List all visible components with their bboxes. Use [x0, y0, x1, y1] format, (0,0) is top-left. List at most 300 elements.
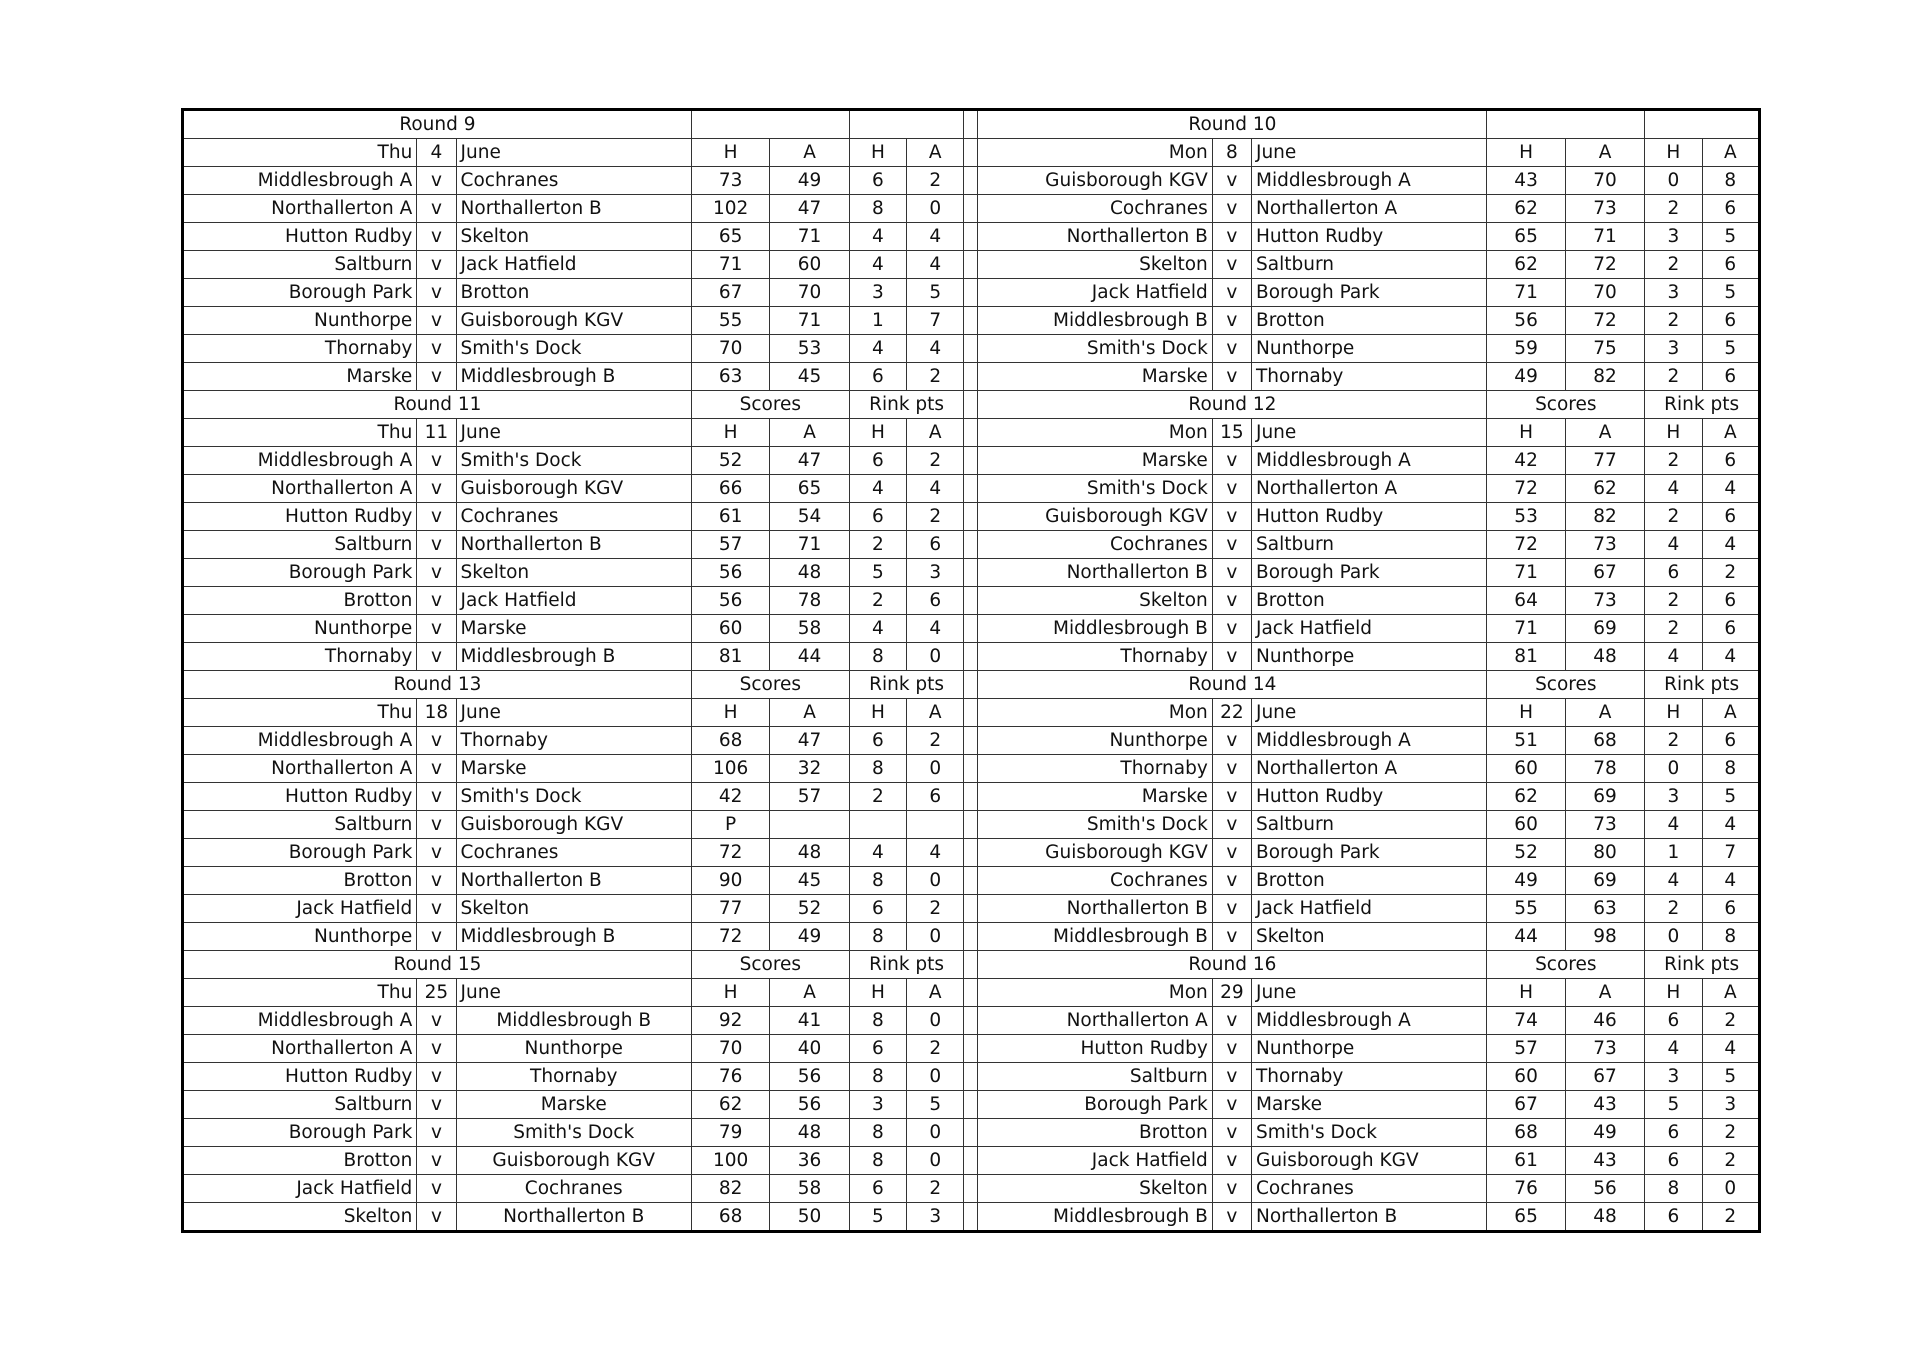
round-title: Round 16	[978, 951, 1487, 979]
home-score: 70	[691, 335, 769, 363]
away-rink-points: 2	[907, 447, 964, 475]
away-rink-points: 6	[907, 587, 964, 615]
away-rink-points: 6	[1702, 447, 1759, 475]
match-row	[183, 811, 1760, 839]
round-date: 22	[1212, 699, 1251, 727]
home-score: 60	[691, 615, 769, 643]
away-score: 73	[1565, 811, 1644, 839]
match-row	[183, 1175, 1760, 1203]
home-rink-points: 3	[1645, 1063, 1702, 1091]
scores-header: Scores	[1487, 391, 1645, 419]
away-score: 69	[1565, 615, 1644, 643]
rink-away-header: A	[907, 419, 964, 447]
home-team: Cochranes	[978, 195, 1212, 223]
away-rink-points: 0	[907, 923, 964, 951]
home-rink-points: 0	[1645, 755, 1702, 783]
match-row	[183, 867, 1760, 895]
score-home-header: H	[1487, 699, 1565, 727]
away-team: Guisborough KGV	[1252, 1147, 1487, 1175]
away-score: 50	[770, 1203, 849, 1232]
score-away-header: A	[1565, 139, 1644, 167]
away-rink-points: 4	[907, 615, 964, 643]
round-month: June	[456, 419, 691, 447]
home-team: Northallerton A	[183, 1035, 417, 1063]
home-score: 56	[1487, 307, 1565, 335]
home-score: P	[691, 811, 769, 839]
round-day: Thu	[183, 139, 417, 167]
round-title: Round 12	[978, 391, 1487, 419]
match-row	[183, 643, 1760, 671]
round-day: Mon	[978, 979, 1212, 1007]
match-row	[183, 1203, 1760, 1232]
away-team: Saltburn	[1252, 251, 1487, 279]
away-rink-points: 6	[1702, 895, 1759, 923]
home-team: Middlesbrough B	[978, 923, 1212, 951]
away-score: 70	[1565, 167, 1644, 195]
column-divider	[964, 503, 978, 531]
home-rink-points: 2	[1645, 895, 1702, 923]
round-header-row	[183, 671, 1760, 699]
home-team: Thornaby	[183, 335, 417, 363]
home-team: Cochranes	[978, 531, 1212, 559]
column-divider	[964, 587, 978, 615]
home-rink-points: 5	[849, 559, 906, 587]
versus-label: v	[417, 1035, 456, 1063]
away-team: Middlesbrough A	[1252, 1007, 1487, 1035]
home-rink-points: 4	[849, 475, 906, 503]
away-score: 48	[770, 1119, 849, 1147]
away-rink-points: 2	[1702, 1147, 1759, 1175]
away-rink-points: 4	[907, 475, 964, 503]
rink-home-header: H	[849, 139, 906, 167]
round-date: 25	[417, 979, 456, 1007]
home-rink-points: 2	[1645, 727, 1702, 755]
column-divider	[964, 110, 978, 139]
round-month: June	[456, 699, 691, 727]
rink-away-header: A	[907, 139, 964, 167]
away-rink-points: 6	[1702, 195, 1759, 223]
home-rink-points: 6	[849, 363, 906, 391]
away-rink-points: 2	[907, 1175, 964, 1203]
home-score: 62	[691, 1091, 769, 1119]
match-row	[183, 475, 1760, 503]
versus-label: v	[417, 643, 456, 671]
home-score: 62	[1487, 195, 1565, 223]
match-row	[183, 783, 1760, 811]
away-score: 70	[770, 279, 849, 307]
away-score	[770, 811, 849, 839]
home-team: Cochranes	[978, 867, 1212, 895]
away-rink-points: 0	[907, 1007, 964, 1035]
away-rink-points: 6	[1702, 363, 1759, 391]
away-score: 73	[1565, 587, 1644, 615]
home-score: 62	[1487, 783, 1565, 811]
column-divider	[964, 923, 978, 951]
away-team: Thornaby	[456, 1063, 691, 1091]
versus-label: v	[1212, 195, 1251, 223]
home-rink-points: 4	[849, 839, 906, 867]
home-score: 72	[691, 839, 769, 867]
home-rink-points: 2	[849, 587, 906, 615]
column-divider	[964, 363, 978, 391]
rink-points-header: Rink pts	[1645, 391, 1760, 419]
away-score: 48	[770, 839, 849, 867]
versus-label: v	[1212, 335, 1251, 363]
away-rink-points: 4	[907, 251, 964, 279]
home-team: Marske	[978, 783, 1212, 811]
match-row	[183, 587, 1760, 615]
home-score: 60	[1487, 755, 1565, 783]
away-score: 56	[770, 1063, 849, 1091]
away-rink-points: 2	[907, 1035, 964, 1063]
match-row	[183, 307, 1760, 335]
home-score: 65	[1487, 1203, 1565, 1232]
away-team: Middlesbrough A	[1252, 447, 1487, 475]
home-score: 68	[691, 727, 769, 755]
versus-label: v	[417, 279, 456, 307]
away-score: 47	[770, 195, 849, 223]
away-team: Skelton	[456, 559, 691, 587]
home-score: 66	[691, 475, 769, 503]
round-date-row	[183, 139, 1760, 167]
home-team: Nunthorpe	[183, 923, 417, 951]
home-team: Northallerton A	[183, 195, 417, 223]
versus-label: v	[417, 475, 456, 503]
round-month: June	[456, 979, 691, 1007]
home-score: 65	[1487, 223, 1565, 251]
away-rink-points: 6	[1702, 727, 1759, 755]
match-row	[183, 1119, 1760, 1147]
home-score: 60	[1487, 811, 1565, 839]
away-team: Borough Park	[1252, 839, 1487, 867]
round-date-row	[183, 979, 1760, 1007]
away-rink-points: 0	[907, 643, 964, 671]
round-day: Thu	[183, 699, 417, 727]
versus-label: v	[417, 195, 456, 223]
away-score: 45	[770, 363, 849, 391]
home-score: 68	[691, 1203, 769, 1232]
column-divider	[964, 671, 978, 699]
home-team: Marske	[978, 447, 1212, 475]
away-team: Jack Hatfield	[1252, 895, 1487, 923]
versus-label: v	[1212, 923, 1251, 951]
match-row	[183, 1091, 1760, 1119]
away-team: Middlesbrough B	[456, 1007, 691, 1035]
column-divider	[964, 1007, 978, 1035]
away-score: 46	[1565, 1007, 1644, 1035]
round-title: Round 15	[183, 951, 692, 979]
away-team: Marske	[456, 1091, 691, 1119]
home-team: Guisborough KGV	[978, 167, 1212, 195]
round-date: 4	[417, 139, 456, 167]
home-team: Hutton Rudby	[183, 783, 417, 811]
home-team: Middlesbrough B	[978, 307, 1212, 335]
home-score: 71	[1487, 279, 1565, 307]
home-rink-points: 8	[849, 643, 906, 671]
rink-away-header: A	[1702, 139, 1759, 167]
versus-label: v	[417, 531, 456, 559]
home-team: Nunthorpe	[183, 307, 417, 335]
home-score: 42	[1487, 447, 1565, 475]
versus-label: v	[417, 1119, 456, 1147]
versus-label: v	[1212, 447, 1251, 475]
column-divider	[964, 1035, 978, 1063]
away-score: 80	[1565, 839, 1644, 867]
round-header-row	[183, 951, 1760, 979]
versus-label: v	[1212, 1035, 1251, 1063]
away-score: 70	[1565, 279, 1644, 307]
home-score: 61	[1487, 1147, 1565, 1175]
column-divider	[964, 1119, 978, 1147]
away-rink-points: 0	[907, 867, 964, 895]
home-team: Northallerton A	[183, 755, 417, 783]
away-rink-points: 2	[907, 363, 964, 391]
rink-home-header: H	[1645, 699, 1702, 727]
home-rink-points: 4	[1645, 867, 1702, 895]
home-team: Northallerton B	[978, 895, 1212, 923]
away-rink-points: 4	[1702, 811, 1759, 839]
home-team: Nunthorpe	[978, 727, 1212, 755]
away-rink-points: 0	[1702, 1175, 1759, 1203]
home-team: Saltburn	[978, 1063, 1212, 1091]
versus-label: v	[1212, 531, 1251, 559]
away-score: 67	[1565, 559, 1644, 587]
away-score: 69	[1565, 783, 1644, 811]
round-day: Thu	[183, 979, 417, 1007]
score-away-header: A	[770, 979, 849, 1007]
rink-home-header: H	[1645, 979, 1702, 1007]
home-score: 63	[691, 363, 769, 391]
home-rink-points: 6	[849, 727, 906, 755]
match-row	[183, 755, 1760, 783]
round-month: June	[456, 139, 691, 167]
home-team: Middlesbrough A	[183, 1007, 417, 1035]
home-score: 72	[1487, 475, 1565, 503]
away-team: Nunthorpe	[1252, 1035, 1487, 1063]
versus-label: v	[417, 447, 456, 475]
home-rink-points: 5	[1645, 1091, 1702, 1119]
round-month: June	[1252, 979, 1487, 1007]
away-team: Northallerton B	[456, 867, 691, 895]
away-rink-points: 2	[907, 167, 964, 195]
away-score: 73	[1565, 531, 1644, 559]
away-team: Saltburn	[1252, 531, 1487, 559]
away-team: Middlesbrough A	[1252, 167, 1487, 195]
away-score: 69	[1565, 867, 1644, 895]
round-date: 11	[417, 419, 456, 447]
home-score: 68	[1487, 1119, 1565, 1147]
versus-label: v	[417, 1175, 456, 1203]
away-team: Northallerton A	[1252, 475, 1487, 503]
home-rink-points: 8	[849, 1063, 906, 1091]
home-team: Jack Hatfield	[978, 279, 1212, 307]
away-rink-points: 3	[907, 559, 964, 587]
home-score: 65	[691, 223, 769, 251]
away-team: Smith's Dock	[456, 1119, 691, 1147]
away-rink-points: 2	[907, 503, 964, 531]
home-team: Hutton Rudby	[978, 1035, 1212, 1063]
away-rink-points: 6	[1702, 251, 1759, 279]
home-team: Guisborough KGV	[978, 503, 1212, 531]
home-rink-points: 3	[1645, 223, 1702, 251]
score-home-header: H	[1487, 979, 1565, 1007]
away-score: 62	[1565, 475, 1644, 503]
home-rink-points: 4	[849, 335, 906, 363]
home-rink-points: 6	[1645, 1007, 1702, 1035]
match-row	[183, 447, 1760, 475]
home-score: 70	[691, 1035, 769, 1063]
versus-label: v	[1212, 811, 1251, 839]
away-rink-points: 4	[1702, 531, 1759, 559]
away-team: Nunthorpe	[1252, 643, 1487, 671]
away-score: 47	[770, 447, 849, 475]
away-rink-points: 4	[1702, 867, 1759, 895]
match-row	[183, 195, 1760, 223]
away-rink-points: 5	[1702, 783, 1759, 811]
away-rink-points: 5	[907, 279, 964, 307]
versus-label: v	[1212, 643, 1251, 671]
score-away-header: A	[1565, 419, 1644, 447]
column-divider	[964, 1063, 978, 1091]
away-team: Brotton	[1252, 867, 1487, 895]
home-rink-points: 2	[1645, 307, 1702, 335]
score-home-header: H	[691, 979, 769, 1007]
away-team: Guisborough KGV	[456, 1147, 691, 1175]
home-team: Middlesbrough A	[183, 167, 417, 195]
home-rink-points: 2	[1645, 615, 1702, 643]
home-team: Middlesbrough B	[978, 615, 1212, 643]
column-divider	[964, 531, 978, 559]
versus-label: v	[1212, 1175, 1251, 1203]
versus-label: v	[1212, 1203, 1251, 1232]
away-team: Cochranes	[1252, 1175, 1487, 1203]
home-team: Jack Hatfield	[183, 895, 417, 923]
away-score: 44	[770, 643, 849, 671]
versus-label: v	[1212, 223, 1251, 251]
home-team: Marske	[978, 363, 1212, 391]
column-divider	[964, 167, 978, 195]
away-team: Smith's Dock	[456, 335, 691, 363]
away-team: Thornaby	[1252, 1063, 1487, 1091]
home-team: Northallerton A	[978, 1007, 1212, 1035]
away-rink-points: 4	[907, 223, 964, 251]
away-rink-points: 2	[907, 727, 964, 755]
home-score: 82	[691, 1175, 769, 1203]
home-team: Thornaby	[183, 643, 417, 671]
home-rink-points: 3	[1645, 783, 1702, 811]
home-rink-points: 0	[1645, 167, 1702, 195]
home-rink-points: 6	[1645, 1119, 1702, 1147]
home-score: 53	[1487, 503, 1565, 531]
column-divider	[964, 307, 978, 335]
away-team: Brotton	[1252, 587, 1487, 615]
away-score: 47	[770, 727, 849, 755]
home-rink-points: 6	[849, 447, 906, 475]
away-rink-points: 0	[907, 1119, 964, 1147]
round-title: Round 9	[183, 110, 692, 139]
away-team: Guisborough KGV	[456, 307, 691, 335]
home-team: Skelton	[978, 251, 1212, 279]
home-rink-points: 8	[1645, 1175, 1702, 1203]
home-rink-points: 2	[1645, 195, 1702, 223]
away-rink-points: 7	[907, 307, 964, 335]
away-score: 53	[770, 335, 849, 363]
away-team: Smith's Dock	[456, 447, 691, 475]
column-divider	[964, 391, 978, 419]
rink-home-header: H	[1645, 139, 1702, 167]
away-rink-points: 8	[1702, 167, 1759, 195]
away-team: Borough Park	[1252, 279, 1487, 307]
away-score: 56	[770, 1091, 849, 1119]
match-row	[183, 839, 1760, 867]
scores-header: Scores	[691, 671, 849, 699]
home-rink-points: 8	[849, 755, 906, 783]
round-title: Round 14	[978, 671, 1487, 699]
versus-label: v	[417, 811, 456, 839]
away-rink-points: 5	[1702, 1063, 1759, 1091]
away-rink-points: 4	[1702, 475, 1759, 503]
away-rink-points: 0	[907, 1063, 964, 1091]
home-rink-points: 4	[849, 615, 906, 643]
column-divider	[964, 251, 978, 279]
home-rink-points: 4	[1645, 1035, 1702, 1063]
home-team: Northallerton A	[183, 475, 417, 503]
home-score: 90	[691, 867, 769, 895]
round-month: June	[1252, 699, 1487, 727]
home-score: 60	[1487, 1063, 1565, 1091]
rink-points-header: Rink pts	[849, 951, 964, 979]
away-team: Skelton	[456, 223, 691, 251]
column-divider	[964, 979, 978, 1007]
versus-label: v	[417, 307, 456, 335]
column-divider	[964, 755, 978, 783]
away-rink-points: 2	[907, 895, 964, 923]
away-rink-points: 3	[907, 1203, 964, 1232]
versus-label: v	[417, 167, 456, 195]
away-team: Middlesbrough B	[456, 643, 691, 671]
away-team: Cochranes	[456, 167, 691, 195]
home-team: Middlesbrough B	[978, 1203, 1212, 1232]
rink-away-header: A	[1702, 979, 1759, 1007]
home-team: Thornaby	[978, 643, 1212, 671]
away-team: Hutton Rudby	[1252, 223, 1487, 251]
column-divider	[964, 643, 978, 671]
home-score: 77	[691, 895, 769, 923]
rink-away-header: A	[907, 699, 964, 727]
home-score: 81	[1487, 643, 1565, 671]
home-rink-points: 3	[849, 279, 906, 307]
versus-label: v	[1212, 867, 1251, 895]
home-rink-points: 4	[1645, 643, 1702, 671]
versus-label: v	[1212, 307, 1251, 335]
away-team: Northallerton A	[1252, 195, 1487, 223]
versus-label: v	[417, 895, 456, 923]
home-team: Saltburn	[183, 251, 417, 279]
match-row	[183, 335, 1760, 363]
home-rink-points: 4	[849, 223, 906, 251]
away-team: Middlesbrough B	[456, 923, 691, 951]
away-team: Smith's Dock	[1252, 1119, 1487, 1147]
column-divider	[964, 895, 978, 923]
home-team: Borough Park	[183, 279, 417, 307]
match-row	[183, 251, 1760, 279]
match-row	[183, 895, 1760, 923]
versus-label: v	[1212, 475, 1251, 503]
home-team: Brotton	[183, 867, 417, 895]
round-month: June	[1252, 139, 1487, 167]
away-score: 71	[770, 307, 849, 335]
round-day: Mon	[978, 139, 1212, 167]
